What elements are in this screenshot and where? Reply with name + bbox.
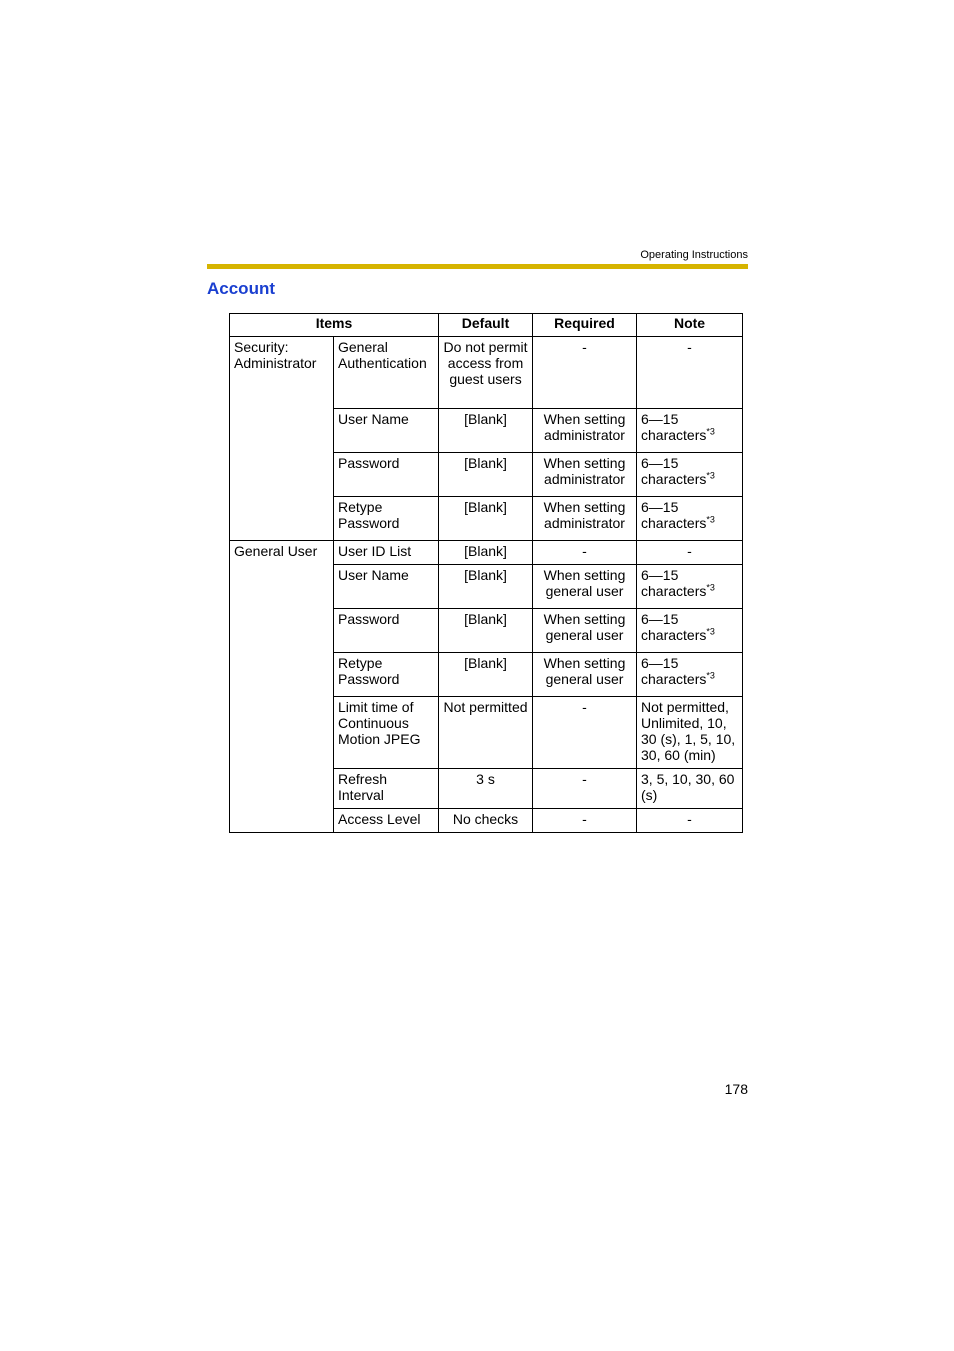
required-cell: When setting administrator [533, 497, 637, 541]
default-cell: Not permitted [439, 697, 533, 769]
page-number: 178 [724, 1081, 748, 1097]
default-cell: No checks [439, 809, 533, 833]
group-label: Security: Administrator [230, 337, 334, 541]
note-text: 6—15 characters [641, 455, 707, 487]
header-rule [207, 264, 748, 269]
default-cell: [Blank] [439, 453, 533, 497]
item-cell: Refresh Interval [334, 769, 439, 809]
footnote-marker: *3 [706, 670, 715, 681]
item-cell: User Name [334, 565, 439, 609]
note-cell [637, 565, 743, 609]
required-cell: When setting general user [533, 609, 637, 653]
default-cell: 3 s [439, 769, 533, 809]
footnote-marker: *3 [706, 426, 715, 437]
note-cell [637, 609, 743, 653]
note-text: Not permitted, Unlimited, 10, 30 (s), 1, 5, 10, 30, 60 (min) [641, 699, 736, 763]
default-cell: [Blank] [439, 409, 533, 453]
section-title: Account [207, 279, 275, 298]
footnote-marker: *3 [706, 582, 715, 593]
required-cell: When setting general user [533, 653, 637, 697]
running-header: Operating Instructions [640, 249, 748, 261]
header-items: Items [230, 314, 439, 337]
default-cell: [Blank] [439, 541, 533, 565]
note-text: - [687, 339, 692, 355]
table-row [230, 337, 743, 409]
note-cell [637, 697, 743, 769]
item-cell: Limit time of Continuous Motion JPEG [334, 697, 439, 769]
default-cell: [Blank] [439, 609, 533, 653]
note-cell [637, 453, 743, 497]
item-cell: Access Level [334, 809, 439, 833]
note-cell [637, 409, 743, 453]
required-cell: - [533, 809, 637, 833]
required-cell: When setting administrator [533, 453, 637, 497]
required-cell: - [533, 337, 637, 409]
note-text: 6—15 characters [641, 499, 707, 531]
note-cell [637, 541, 743, 565]
group-label: General User [230, 541, 334, 833]
required-cell: When setting administrator [533, 409, 637, 453]
required-cell: - [533, 541, 637, 565]
note-cell [637, 809, 743, 833]
note-cell [637, 337, 743, 409]
note-cell [637, 653, 743, 697]
required-cell: - [533, 697, 637, 769]
required-cell: When setting general user [533, 565, 637, 609]
item-cell: Retype Password [334, 653, 439, 697]
note-text: 6—15 characters [641, 567, 707, 599]
note-text: 3, 5, 10, 30, 60 (s) [641, 771, 735, 803]
table-row [230, 541, 743, 565]
default-cell: Do not permit access from guest users [439, 337, 533, 409]
note-text: 6—15 characters [641, 655, 707, 687]
default-cell: [Blank] [439, 497, 533, 541]
item-cell: Retype Password [334, 497, 439, 541]
header-note: Note [637, 314, 743, 337]
note-text: - [687, 543, 692, 559]
footnote-marker: *3 [706, 626, 715, 637]
footnote-marker: *3 [706, 514, 715, 525]
note-text: 6—15 characters [641, 611, 707, 643]
header-default: Default [439, 314, 533, 337]
item-cell: User Name [334, 409, 439, 453]
item-cell: General Authentication [334, 337, 439, 409]
header-required: Required [533, 314, 637, 337]
default-cell: [Blank] [439, 653, 533, 697]
note-cell [637, 769, 743, 809]
footnote-marker: *3 [706, 470, 715, 481]
note-text: - [687, 811, 692, 827]
item-cell: Password [334, 453, 439, 497]
account-settings-table [229, 313, 743, 833]
table-header-row [230, 314, 743, 337]
item-cell: User ID List [334, 541, 439, 565]
item-cell: Password [334, 609, 439, 653]
default-cell: [Blank] [439, 565, 533, 609]
required-cell: - [533, 769, 637, 809]
note-text: 6—15 characters [641, 411, 707, 443]
note-cell [637, 497, 743, 541]
